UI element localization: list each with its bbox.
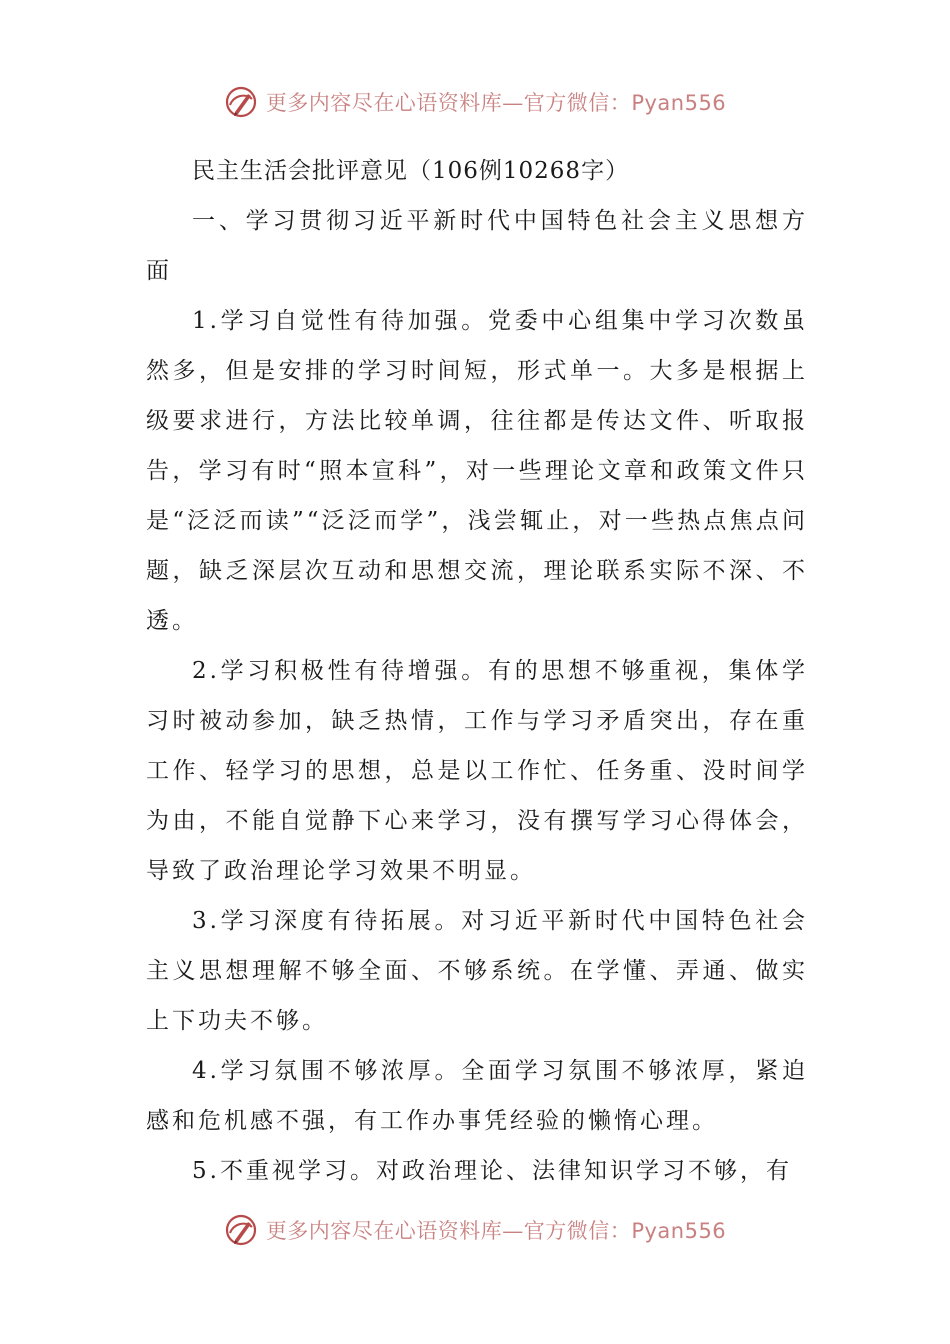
document-body <box>146 146 808 1196</box>
watermark-text: 更多内容尽在心语资料库—官方微信：Pyan556 <box>265 1219 727 1243</box>
section-heading: 一、学习贯彻习近平新时代中国特色社会主义思想方面 <box>146 208 808 284</box>
watermark-text: 更多内容尽在心语资料库—官方微信：Pyan556 <box>265 91 727 115</box>
paragraph: 2.学习积极性有待增强。有的思想不够重视，集体学习时被动参加，缺乏热情，工作与学习矛盾突出，存在重工作、轻学习的思想，总是以工作忙、任务重、没时间学为由，不能自觉静下心来学习，没有撰写学习心得体会，导致了政治理论学习效果不明显。 <box>146 658 808 884</box>
watermark-footer <box>0 1210 950 1250</box>
paragraph: 3.学习深度有待拓展。对习近平新时代中国特色社会主义思想理解不够全面、不够系统。在学懂、弄通、做实上下功夫不够。 <box>146 908 808 1034</box>
document-title: 民主生活会批评意见（106例10268字） <box>192 158 630 184</box>
paragraph: 5.不重视学习。对政治理论、法律知识学习不够，有 <box>192 1158 792 1184</box>
pen-swirl-logo-icon <box>224 85 258 119</box>
paragraph: 1.学习自觉性有待加强。党委中心组集中学习次数虽然多，但是安排的学习时间短，形式单一。大多是根据上级要求进行，方法比较单调，往往都是传达文件、听取报告，学习有时“照本宣科”，对一些理论文章和政策文件只是“泛泛而读”“泛泛而学”，浅尝辄止，对一些热点焦点问题，缺乏深层次互动和思想交流，理论联系实际不深、不透。 <box>146 308 808 634</box>
paragraph: 4.学习氛围不够浓厚。全面学习氛围不够浓厚，紧迫感和危机感不强，有工作办事凭经验的懒惰心理。 <box>146 1058 808 1134</box>
pen-swirl-logo-icon <box>224 1213 258 1247</box>
watermark-header <box>0 82 950 122</box>
